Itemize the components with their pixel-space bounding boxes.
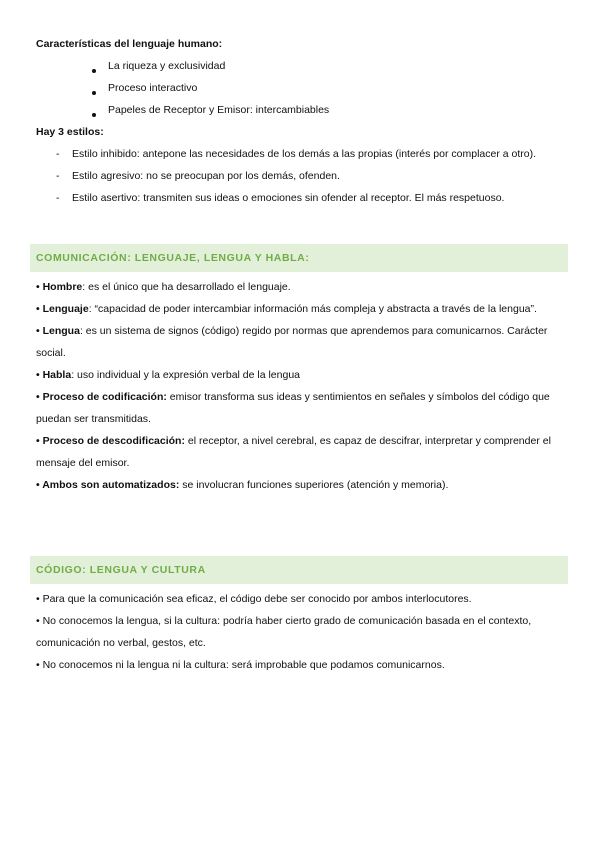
bullet-icon: • xyxy=(36,391,43,403)
characteristics-heading: Características del lenguaje humano: xyxy=(36,38,223,50)
bullet-icon: • xyxy=(36,369,43,381)
list-item-term: Proceso de descodificación xyxy=(42,435,182,447)
list-item: • Proceso de codificación: emisor transforma sus ideas y sentimientos en señales y símbolos del código que puedan ser transmitidas. xyxy=(36,391,550,425)
list-item: • Proceso de descodificación: el receptor, a nivel cerebral, es capaz de descifrar, interpretar y comprender el mensaje del emisor. xyxy=(36,435,551,469)
characteristics-item: Proceso interactivo xyxy=(108,82,198,94)
list-item: • Lenguaje: “capacidad de poder intercambiar información más compleja y abstracta a través de la lengua”. xyxy=(36,303,537,315)
section-heading-band xyxy=(30,244,568,272)
characteristics-bullet-icon xyxy=(92,64,96,76)
list-item: • Lengua: es un sistema de signos (código) regido por normas que aprendemos para comunicarnos. Carácter social. xyxy=(36,325,548,359)
list-item-term: Lenguaje xyxy=(42,303,89,315)
section1-list xyxy=(36,276,566,496)
bullet-icon: • xyxy=(36,615,43,627)
bullet-icon: • xyxy=(36,659,43,671)
bullet-icon: • xyxy=(36,281,43,293)
characteristics-bullet-icon xyxy=(92,108,96,120)
section-title: CÓDIGO: LENGUA Y CULTURA xyxy=(36,564,206,576)
list-item: • No conocemos ni la lengua ni la cultura: será improbable que podamos comunicarnos. xyxy=(36,659,445,671)
list-item-term: Lengua xyxy=(42,325,80,337)
list-item: • Hombre: es el único que ha desarrollado el lenguaje. xyxy=(36,281,291,293)
bullet-icon: • xyxy=(36,435,43,447)
list-item: • No conocemos la lengua, si la cultura: podría haber cierto grado de comunicación basada en el contexto, comunicación no verbal, gestos, etc. xyxy=(36,615,532,649)
style-item: Estilo agresivo: no se preocupan por los demás, ofenden. xyxy=(72,170,340,182)
characteristics-item: Papeles de Receptor y Emisor: intercambiables xyxy=(108,104,330,116)
list-item-term: Habla xyxy=(42,369,72,381)
styles-heading: Hay 3 estilos: xyxy=(36,126,104,138)
list-item-term: Proceso de codificación xyxy=(42,391,164,403)
dash-icon: - xyxy=(56,170,60,182)
section2-list xyxy=(36,588,566,676)
bullet-icon: • xyxy=(36,593,43,605)
list-item: • Habla: uso individual y la expresión verbal de la lengua xyxy=(36,369,301,381)
list-item-term: Ambos son automatizados xyxy=(42,479,176,491)
list-item: • Ambos son automatizados: se involucran funciones superiores (atención y memoria). xyxy=(36,479,449,491)
style-item: Estilo asertivo: transmiten sus ideas o emociones sin ofender al receptor. El más respetuoso. xyxy=(72,192,505,204)
list-item-term: Hombre xyxy=(42,281,83,293)
style-item: Estilo inhibido: antepone las necesidades de los demás a las propias (interés por complacer a otro). xyxy=(72,148,537,160)
bullet-icon: • xyxy=(36,325,43,337)
bullet-icon: • xyxy=(36,303,43,315)
list-item: • Para que la comunicación sea eficaz, el código debe ser conocido por ambos interlocutores. xyxy=(36,593,472,605)
characteristics-bullet-icon xyxy=(92,86,96,98)
bullet-icon: • xyxy=(36,479,43,491)
characteristics-item: La riqueza y exclusividad xyxy=(108,60,226,72)
dash-icon: - xyxy=(56,148,60,160)
section-title: COMUNICACIÓN: LENGUAJE, LENGUA Y HABLA: xyxy=(36,252,310,264)
dash-icon: - xyxy=(56,192,60,204)
section-heading-band xyxy=(30,556,568,584)
